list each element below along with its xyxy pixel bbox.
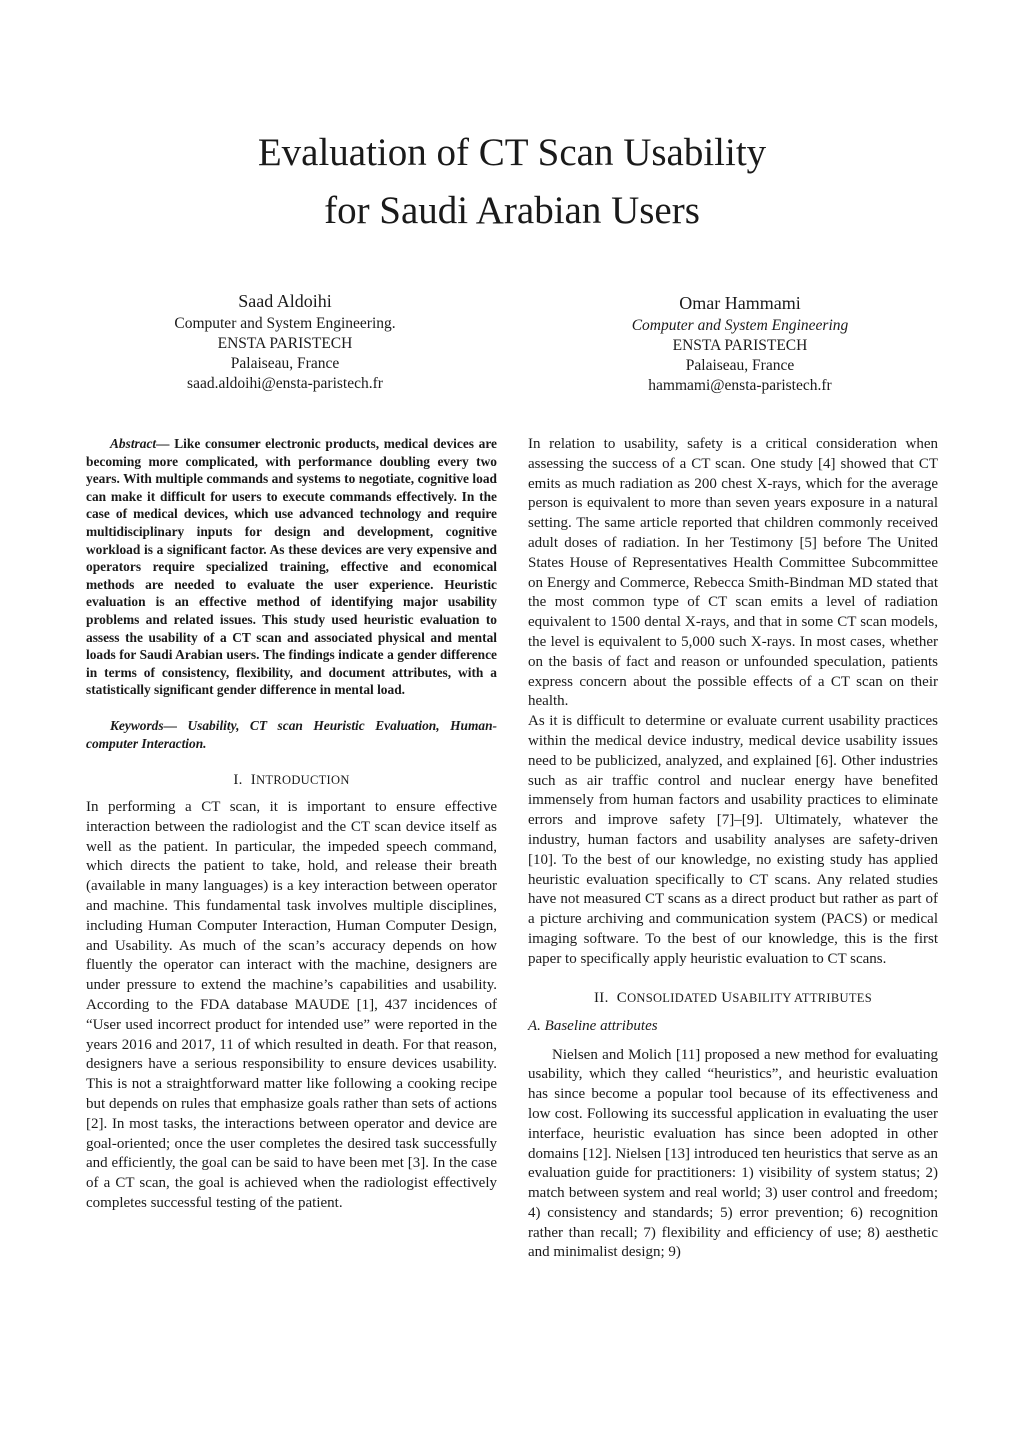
paragraph-practices: As it is difficult to determine or evaluate current usability practices within the medical device industry, medical device usability issues need to be publicized, analyzed, and explained [6]. Other industries such as air traffic control and nuclear energy have benefited immensely from human factors and usability practices to eliminate errors and improve safety [7]–[9]. Ultimately, whatever the industry, human factors and usability analyses are safety-driven [10]. To the best of our knowledge, no existing study has applied heuristic evaluation specifically to CT scans. Any related studies have not measured CT scans as a direct product but rather as part of a picture archiving and communication system (PACS) or medical imaging software. To the best of our knowledge, this is the first paper to specifically apply heuristic evaluation to CT scans. (528, 713, 938, 967)
subsection-heading-baseline: A. Baseline attributes (528, 1017, 658, 1034)
section-number: II. (594, 989, 609, 1006)
author-block-1 (130, 288, 440, 394)
author-org: ENSTA PARISTECH (672, 337, 808, 354)
title-line-2: for Saudi Arabian Users (324, 189, 700, 232)
abstract (86, 435, 497, 699)
section-title-part2: SABILITY ATTRIBUTES (732, 990, 872, 1005)
author-dept: Computer and System Engineering (631, 317, 849, 334)
section-number: I. (233, 772, 243, 789)
abstract-text: Like consumer electronic products, medical devices are becoming more complicated, with performance doubling every two years. With multiple commands and systems to negotiate, cognitive load can make it difficult for users to execute commands effectively. In the case of medical devices, which use advanced technology and require multidisciplinary inputs for design and development, cognitive workload is a significant factor. As these devices are very expensive and operators require specialized training, effective and economical methods are needed to evaluate the user experience. Heuristic evaluation is an effective method of identifying major usability problems and related issues. This study used heuristic evaluation to assess the usability of a CT scan and associated physical and mental loads for Saudi Arabian users. The findings indicate a gender difference in terms of consistency, flexibility, and document attributes, with a statistically significant gender difference in mental load. (86, 436, 497, 698)
paper-title (0, 124, 1024, 240)
section-title-part1: ONSOLIDATED (627, 990, 718, 1005)
keywords: Keywords— Usability, CT scan Heuristic Evaluation, Human-computer Interaction. (86, 717, 497, 751)
author-location: Palaiseau, France (230, 355, 340, 372)
author-block-2 (590, 290, 890, 396)
left-column (86, 435, 497, 1214)
section-title-c: C (616, 989, 628, 1006)
section-heading-introduction (86, 770, 497, 790)
paragraph-safety: In relation to usability, safety is a critical consideration when assessing the success of a CT scan. One study [4] showed that CT emits as much radiation as 200 chest X-rays, which for the average person is equivalent to more than seven years exposure in a natural setting. The same article reported that children commonly received adult doses of radiation. In her Testimony [5] before The United States House of Representatives Health Committee Subcommittee on Energy and Commerce, Rebecca Smith-Bindman MD stated that the most common type of CT scan emits a level of radiation equivalent to 1500 dental X-rays, and that in some CT scan models, the level is equivalent to 5,000 such X-rays. In most cases, whether on the basis of fact and reason or unfounded speculation, patients express concern about the possible effects of a CT scan on their health. (528, 436, 938, 710)
author-name: Saad Aldoihi (238, 291, 332, 311)
section-title-u: U (721, 989, 733, 1006)
paragraph-heuristics: Nielsen and Molich [11] proposed a new method for evaluating usability, which they called “heuristics”, and heuristic evaluation has since become a popular tool because of its effectiveness and low cost. Following its successful application in evaluating the user interface, heuristic evaluation has since been adopted in other domains [12]. Nielsen [13] introduced ten heuristics that serve as an evaluation guide for practitioners: 1) visibility of system status; 2) match between system and real world; 3) user control and freedom; 4) consistency and standards; 5) error prevention; 6) recognition rather than recall; 7) flexibility and efficiency of use; 8) aesthetic and minimalist design; 9) (528, 1046, 938, 1261)
right-column (528, 435, 938, 1263)
author-location: Palaiseau, France (685, 357, 795, 374)
intro-paragraph: In performing a CT scan, it is important to ensure effective interaction between the radiologist and the CT scan device itself as well as the patient. In particular, the impeded speech command, which directs the patient to take, hold, and release their breath (available in many languages) is a key interaction between operator and machine. This fundamental task involves multiple disciplines, including Human Computer Interaction, Human Computer Design, and Usability. As much of the scan’s accuracy depends on how fluently the operator can interact with the machine, designers are under pressure to extend the machine’s capabilities and usability. According to the FDA database MAUDE [1], 437 incidences of “User used incorrect product for intended use” were reported in the years 2016 and 2017, 11 of which resulted in death. For that reason, designers have a serious responsibility to ensure devices usability. This is not a straightforward matter like following a cooking recipe but depends on rules that emphasize goals rather than sets of actions [2]. In most tasks, the interactions between operator and device are goal-oriented; once the user completes the desired task successfully and efficiently, the goal can be said to have been met [3]. In the case of a CT scan, the goal is achieved when the radiologist effectively completes successful testing of the patient. (86, 799, 497, 1212)
author-name: Omar Hammami (679, 293, 801, 313)
section-heading-consolidated (528, 988, 938, 1008)
abstract-label: Abstract— (110, 436, 170, 451)
section-title-rest: NTRODUCTION (256, 773, 350, 788)
author-email: saad.aldoihi@ensta-paristech.fr (187, 375, 383, 392)
section-title-initial: I (250, 772, 257, 789)
author-dept: Computer and System Engineering. (174, 315, 396, 332)
title-line-1: Evaluation of CT Scan Usability (257, 131, 767, 174)
author-email: hammami@ensta-paristech.fr (648, 377, 832, 394)
author-org: ENSTA PARISTECH (217, 335, 353, 352)
